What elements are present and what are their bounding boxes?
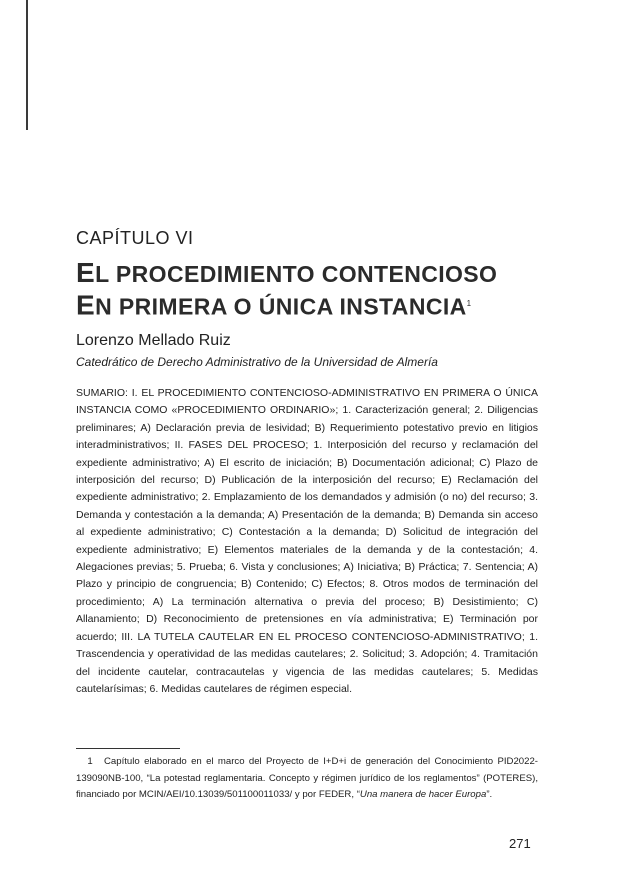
summary-block [76, 385, 538, 698]
footnote-text-part-2: ”. [486, 789, 493, 800]
author-name: Lorenzo Mellado Ruiz [76, 332, 231, 349]
summary-label: SUMARIO: [76, 387, 128, 399]
title-rest-1: L PROCEDIMIENTO CONTENCIOSO [95, 261, 498, 287]
footnote-text-part-1: Capítulo elaborado en el marco del Proyecto de I+D+i de generación del Conocimiento PID2022-139090NB-100, “La potestad reglamentaria. Concepto y régimen jurídico de los reglamentos” (POTERES), financiado por MCIN/AEI/10.13039/501100011033/ y por FEDER, “ [76, 756, 538, 800]
chapter-title-line-1 [76, 258, 576, 289]
chapter-title [76, 258, 576, 322]
title-initial-1: E [76, 257, 96, 288]
summary-text: I. EL PROCEDIMIENTO CONTENCIOSO-ADMINISTRATIVO EN PRIMERA O ÚNICA INSTANCIA COMO «PROCEDIMIENTO ORDINARIO»; 1. Caracterización general; 2. Diligencias preliminares; A) Declaración previa de lesividad; B) Requerimiento potestativo previo en litigios interadministrativos; II. FASES DEL PROCESO; 1. Interposición del recurso y reclamación del expediente administrativo; A) El escrito de iniciación; B) Documentación adicional; C) Plazo de interposición del recurso; D) Publicación de la interposición del recurso; E) Reclamación del expediente administrativo; 2. Emplazamiento de los demandados y admisión (o no) del recurso; 3. Demanda y contestación a la demanda; A) Presentación de la demanda; B) Demanda sin acceso al expediente administrativo; C) Contestación a la demanda; D) Solicitud de integración del expediente administrativo; E) Elementos materiales de la demanda y de la contestación; 4. Alegaciones previas; 5. Prueba; 6. Vista y conclusiones; A) Iniciativa; B) Práctica; 7. Sentencia; A) Plazo y principio de congruencia; B) Contenido; C) Efectos; 8. Otros modos de terminación del procedimiento; A) La terminación alternativa o previa del proceso; B) Desistimiento; C) Allanamiento; D) Reconocimiento de pretensiones en vía administrativa; E) Terminación por acuerdo; III. LA TUTELA CAUTELAR EN EL PROCESO CONTENCIOSO-ADMINISTRATIVO; 1. Trascendencia y operatividad de las medidas cautelares; 2. Solicitud; 3. Adopción; 4. Tramitación del incidente cautelar, contracautelas y vigencia de las medidas cautelares; 5. Medidas cautelarísimas; 6. Medidas cautelares de régimen especial. [76, 387, 538, 695]
footnote-text-italic: Una manera de hacer Europa [359, 789, 487, 800]
title-rest-2: N PRIMERA O ÚNICA INSTANCIA [95, 293, 467, 320]
chapter-label: CAPÍTULO VI [76, 228, 194, 248]
footnote [76, 754, 538, 804]
page-number: 271 [509, 836, 531, 851]
binding-edge-line [26, 0, 28, 130]
footnote-marker: 1 [466, 299, 472, 308]
author-affiliation: Catedrático de Derecho Administrativo de la Universidad de Almería [76, 355, 438, 369]
title-initial-2: E [76, 289, 96, 321]
footnote-number: 1 [87, 756, 93, 767]
footnote-divider [76, 748, 180, 749]
chapter-title-line-2 [76, 289, 576, 322]
